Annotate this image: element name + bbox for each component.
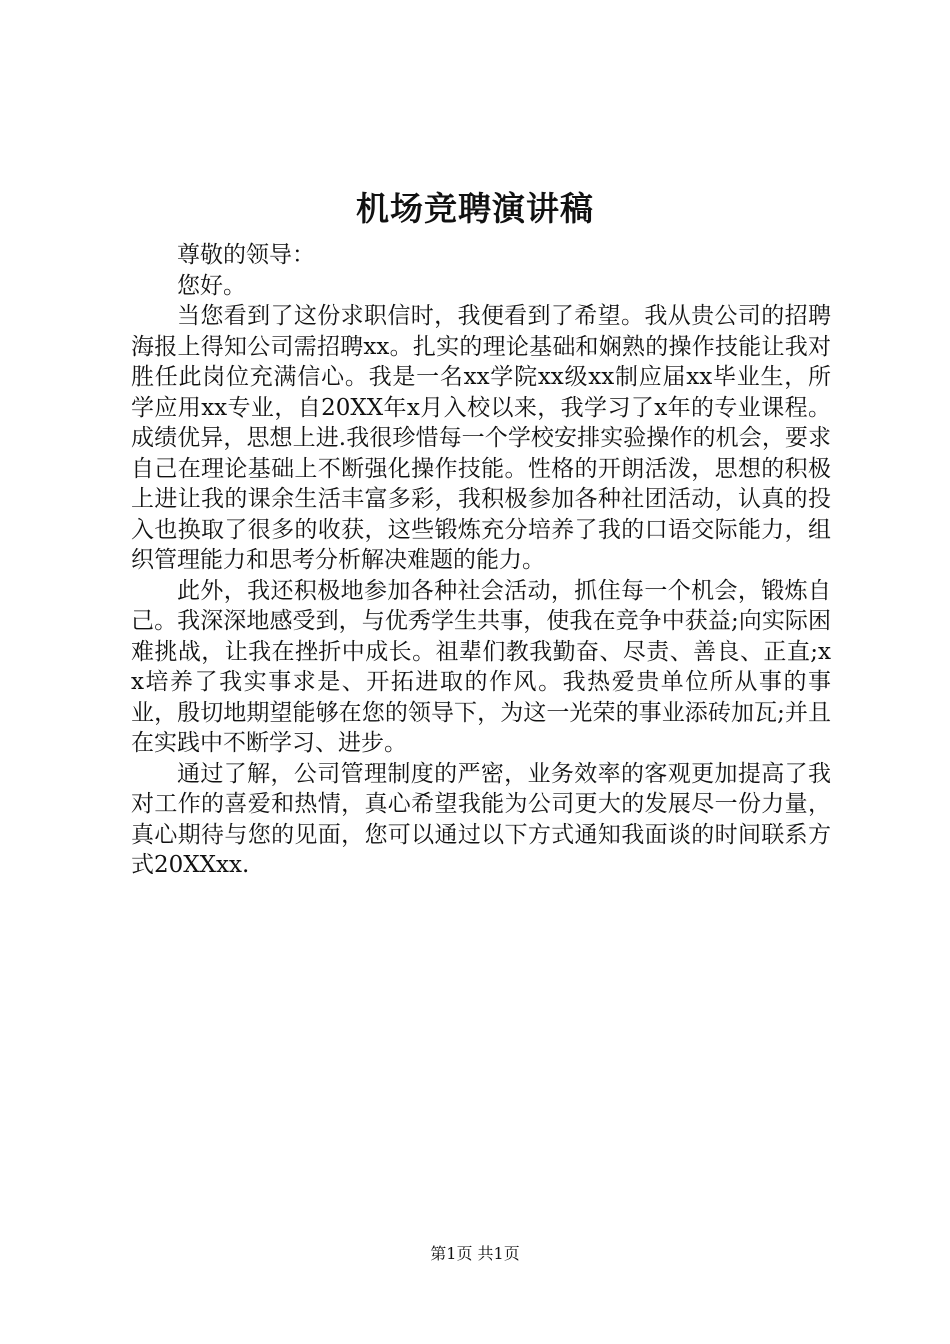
document-body [131, 240, 831, 881]
body-paragraph-2: 此外，我还积极地参加各种社会活动，抓住每一个机会，锻炼自己。我深深地感受到，与优秀学生共事，使我在竞争中获益;向实际困难挑战，让我在挫折中成长。祖辈们教我勤奋、尽责、善良、正直;xx培养了我实事求是、开拓进取的作风。我热爱贵单位所从事的事业，殷切地期望能够在您的领导下，为这一光荣的事业添砖加瓦;并且在实践中不断学习、进步。 [131, 577, 831, 756]
body-paragraph-3: 通过了解，公司管理制度的严密，业务效率的客观更加提高了我对工作的喜爱和热情，真心希望我能为公司更大的发展尽一份力量，真心期待与您的见面，您可以通过以下方式通知我面谈的时间联系方式20XXxx. [131, 760, 831, 878]
page-number-footer: 第1页 共1页 [430, 1244, 520, 1263]
document-title: 机场竞聘演讲稿 [356, 189, 594, 228]
salutation-line: 您好。 [177, 272, 246, 299]
body-paragraph-1: 当您看到了这份求职信时，我便看到了希望。我从贵公司的招聘海报上得知公司需招聘xx。扎实的理论基础和娴熟的操作技能让我对胜任此岗位充满信心。我是一名xx学院xx级xx制应届xx毕业生，所学应用xx专业，自20XX年x月入校以来，我学习了x年的专业课程。成绩优异，思想上进.我很珍惜每一个学校安排实验操作的机会，要求自己在理论基础上不断强化操作技能。性格的开朗活泼，思想的积极上进让我的课余生活丰富多彩，我积极参加各种社团活动，认真的投入也换取了很多的收获，这些锻炼充分培养了我的口语交际能力，组织管理能力和思考分析解决难题的能力。 [131, 303, 831, 573]
greeting-line: 尊敬的领导： [177, 242, 315, 268]
